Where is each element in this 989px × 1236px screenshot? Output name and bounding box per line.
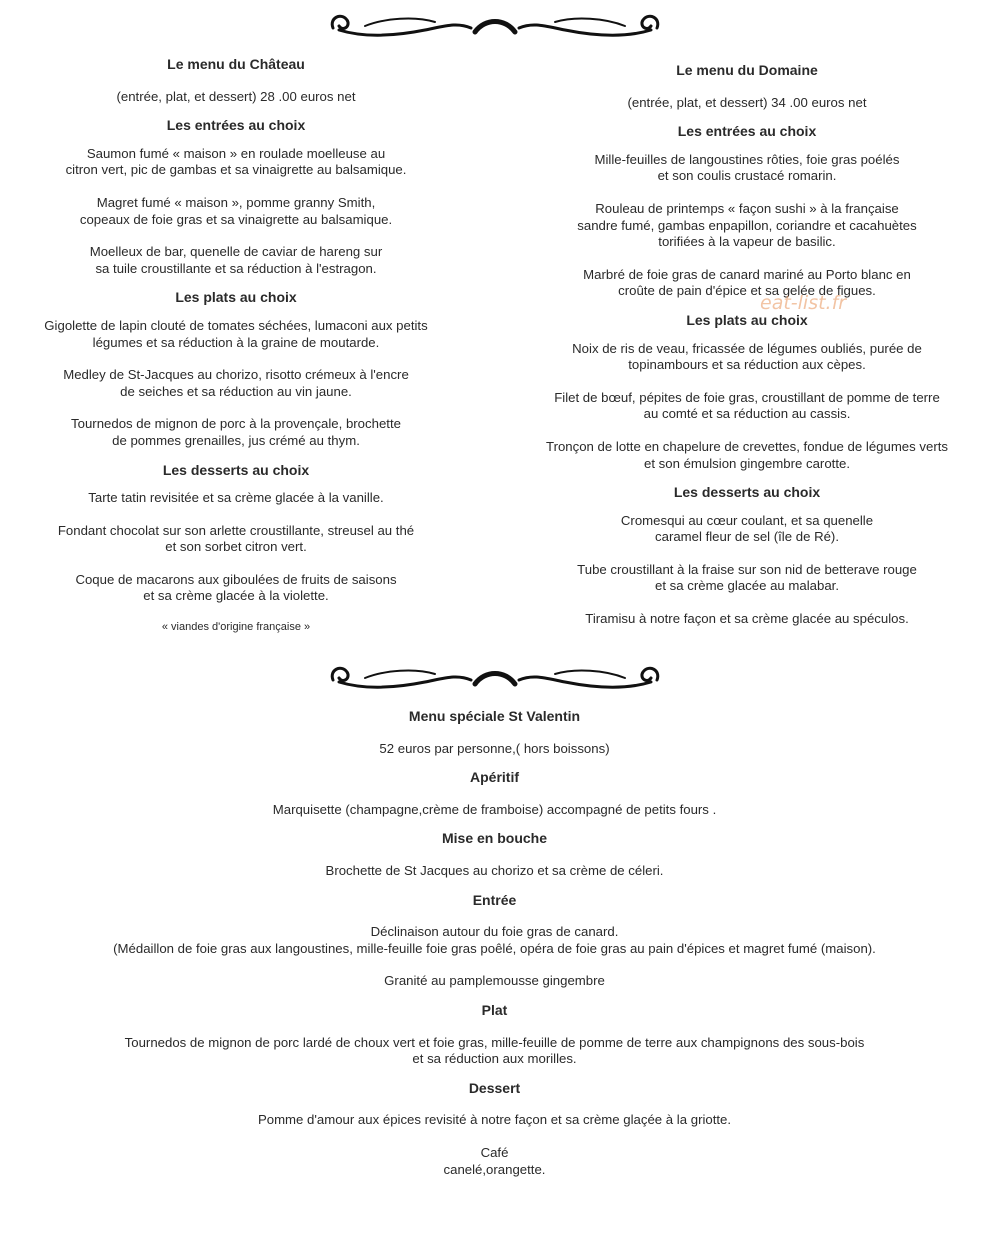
granite-item: Granité au pamplemousse gingembre bbox=[384, 973, 605, 989]
dessert-heading: Dessert bbox=[468, 1079, 521, 1096]
domaine-plat-1: Noix de ris de veau, fricassée de légumes oubliés, purée de topinambours et sa réduction aux cèpes. bbox=[572, 340, 922, 373]
domaine-price: (entrée, plat, et dessert) 34 .00 euros net bbox=[627, 94, 867, 110]
chateau-plat-2: Medley de St-Jacques au chorizo, risotto crémeux à l'encre de seiches et sa réduction au vin jaune. bbox=[63, 367, 409, 399]
domaine-dessert-2: Tube croustillant à la fraise sur son nid de betterave rouge et sa crème glacée au malabar. bbox=[577, 561, 917, 594]
bouche-heading: Mise en bouche bbox=[441, 830, 548, 847]
chateau-dessert-3: Coque de macarons aux giboulées de fruits de saisons et sa crème glacée à la violette. bbox=[75, 571, 397, 604]
valentin-price: 52 euros par personne,( hors boissons) bbox=[379, 740, 610, 756]
chateau-plat-3: Tournedos de mignon de porc à la provençale, brochette de pommes grenailles, jus crémé au thym. bbox=[71, 416, 401, 448]
valentin-title: Menu spéciale St Valentin bbox=[408, 708, 581, 724]
flourish-icon bbox=[325, 8, 665, 44]
chateau-title: Le menu du Château bbox=[167, 56, 305, 72]
menu-domaine bbox=[512, 62, 982, 628]
flourish-icon bbox=[325, 660, 665, 696]
chateau-entree-2: Magret fumé « maison », pomme granny Smith, copeaux de foie gras et sa vinaigrette au balsamique. bbox=[79, 194, 393, 227]
domaine-entree-1: Mille-feuilles de langoustines rôties, foie gras poélés et son coulis crustacé romarin. bbox=[594, 151, 900, 184]
ornament-middle bbox=[0, 660, 989, 696]
entree-item: Déclinaison autour du foie gras de canard. (Médaillon de foie gras aux langoustines, mille-feuille foie gras poêlé, opéra de foie gras au pain d'épices et magret fumé (maison). bbox=[113, 924, 876, 956]
domaine-dessert-3: Tiramisu à notre façon et sa crème glacée au spéculos. bbox=[585, 611, 909, 627]
domaine-title: Le menu du Domaine bbox=[676, 62, 818, 78]
domaine-plats-heading: Les plats au choix bbox=[686, 311, 808, 328]
aperitif-item: Marquisette (champagne,crème de framboise) accompagné de petits fours . bbox=[272, 801, 717, 817]
domaine-plat-2: Filet de bœuf, pépites de foie gras, croustillant de pomme de terre au comté et sa réduction au cassis. bbox=[554, 389, 940, 422]
chateau-dessert-2: Fondant chocolat sur son arlette croustillante, streusel au thé et son sorbet citron vert. bbox=[57, 522, 415, 555]
domaine-entree-2: Rouleau de printemps « façon sushi » à la française sandre fumé, gambas enpapillon, coriandre et cacahuètes torifiées à la vapeur de basilic. bbox=[577, 200, 917, 250]
chateau-entree-3: Moelleux de bar, quenelle de caviar de hareng sur sa tuile croustillante et sa réduction à l'estragon. bbox=[89, 244, 383, 276]
chateau-price: (entrée, plat, et dessert) 28 .00 euros net bbox=[116, 88, 356, 104]
menu-chateau bbox=[12, 56, 460, 636]
entree-heading: Entrée bbox=[472, 891, 517, 908]
domaine-entrees-heading: Les entrées au choix bbox=[677, 123, 817, 140]
plat-heading: Plat bbox=[481, 1001, 508, 1018]
aperitif-heading: Apéritif bbox=[470, 769, 519, 786]
chateau-desserts-heading: Les desserts au choix bbox=[162, 461, 310, 478]
chateau-plat-1: Gigolette de lapin clouté de tomates séchées, lumaconi aux petits légumes et sa réduction à la graine de moutarde. bbox=[44, 317, 428, 350]
plat-item: Tournedos de mignon de porc lardé de choux vert et foie gras, mille-feuille de pomme de terre aux champignons des sous-bois et sa réduction aux morilles. bbox=[124, 1034, 865, 1067]
domaine-desserts-heading: Les desserts au choix bbox=[673, 484, 821, 501]
chateau-dessert-1: Tarte tatin revisitée et sa crème glacée à la vanille. bbox=[88, 490, 384, 506]
chateau-entree-1: Saumon fumé « maison » en roulade moelleuse au citron vert, pic de gambas et sa vinaigrette au balsamique. bbox=[65, 145, 407, 178]
ornament-top bbox=[0, 8, 989, 44]
chateau-note: « viandes d'origine française » bbox=[161, 621, 311, 634]
menu-valentin bbox=[20, 708, 969, 1178]
cafe-item: Café canelé,orangette. bbox=[443, 1144, 546, 1177]
watermark: eat-list.fr bbox=[760, 292, 847, 314]
chateau-entrees-heading: Les entrées au choix bbox=[166, 117, 306, 134]
chateau-plats-heading: Les plats au choix bbox=[175, 289, 297, 306]
domaine-entree-3: Marbré de foie gras de canard mariné au Porto blanc en croûte de pain d'épice et sa gelée de figues. bbox=[583, 266, 911, 299]
bouche-item: Brochette de St Jacques au chorizo et sa crème de céleri. bbox=[325, 862, 664, 878]
dessert-item: Pomme d'amour aux épices revisité à notre façon et sa crème glaçée à la griotte. bbox=[257, 1112, 732, 1128]
domaine-plat-3: Tronçon de lotte en chapelure de crevettes, fondue de légumes verts et son émulsion gingembre carotte. bbox=[546, 438, 948, 471]
domaine-dessert-1: Cromesqui au cœur coulant, et sa quenelle caramel fleur de sel (île de Ré). bbox=[620, 512, 874, 545]
